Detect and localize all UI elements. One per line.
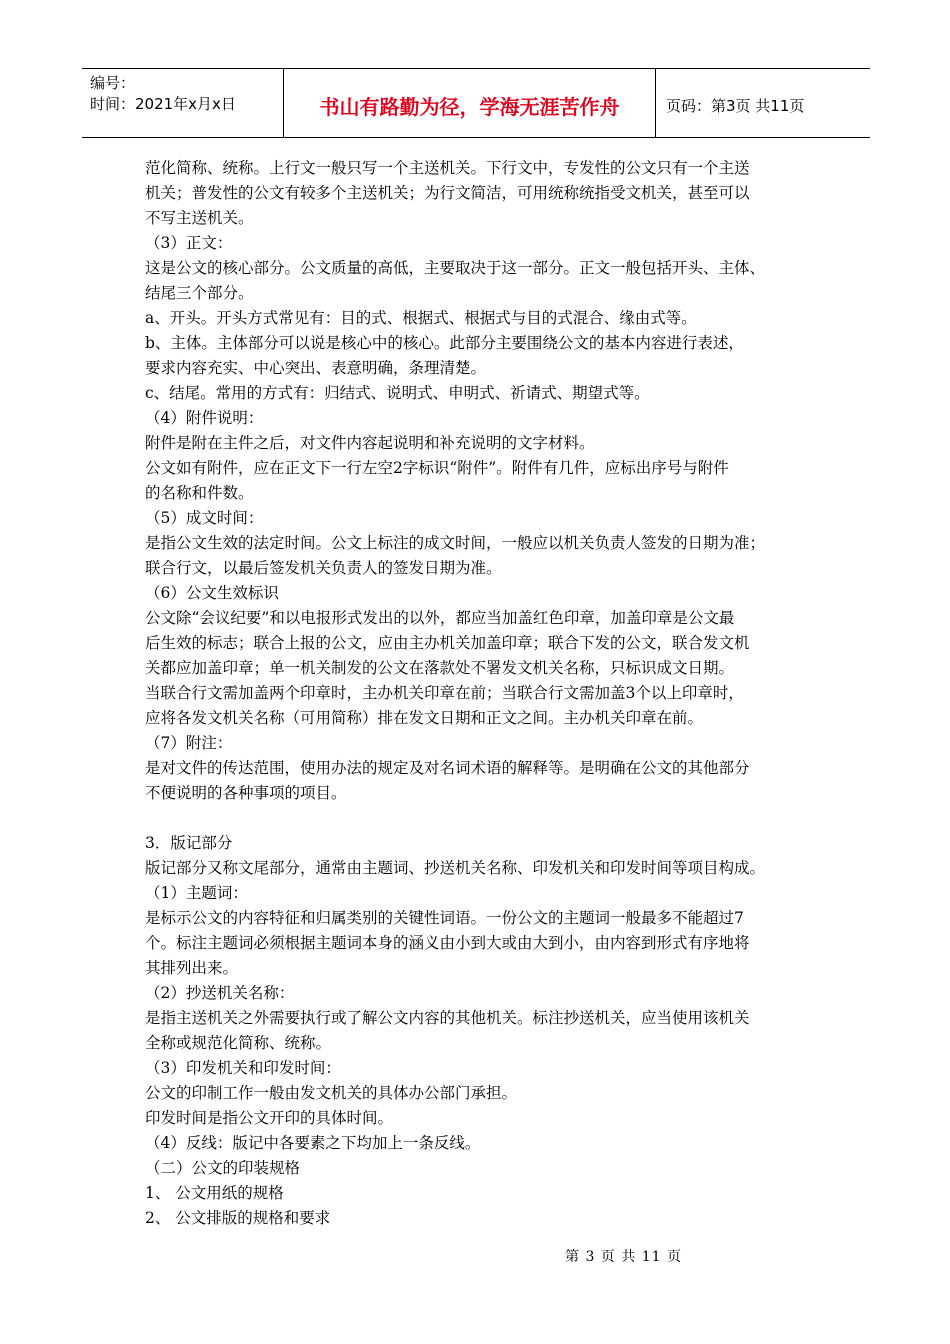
text-line: 不写主送机关。 [145,209,254,227]
text-line: （3）印发机关和印发时间： [145,1059,341,1077]
text-line: 个。标注主题词必须根据主题词本身的涵义由小到大或由大到小，由内容到形式有序地将 [145,934,750,952]
text-line: （二）公文的印装规格 [145,1159,301,1177]
text-line: 不便说明的各种事项的项目。 [145,784,347,802]
text-line: 的名称和件数。 [145,484,254,502]
text-line: 机关；普发性的公文有较多个主送机关；为行文简洁，可用统称统指受文机关，甚至可以 [145,184,750,202]
document-date-label: 时间：2021年x月x日 [90,95,236,113]
document-number-label: 编号： [90,74,136,92]
text-line: 是对文件的传达范围，使用办法的规定及对名词术语的解释等。是明确在公文的其他部分 [145,759,750,777]
page-footer: 第 3 页 共 11 页 [565,1249,682,1265]
text-line: 关都应加盖印章；单一机关制发的公文在落款处不署发文机关名称，只标识成文日期。 [145,659,735,677]
text-line: （1）主题词： [145,884,248,902]
document-body [145,156,825,1231]
text-line: c、结尾。常用的方式有：归结式、说明式、申明式、祈请式、期望式等。 [145,384,650,402]
text-line: （4）附件说明： [145,409,264,427]
text-line: 应将各发文机关名称（可用简称）排在发文日期和正文之间。主办机关印章在前。 [145,709,704,727]
text-line: 当联合行文需加盖两个印章时，主办机关印章在前；当联合行文需加盖3个以上印章时， [145,684,744,702]
blank-line [145,806,825,831]
text-line: 是指主送机关之外需要执行或了解公文内容的其他机关。标注抄送机关，应当使用该机关 [145,1009,750,1027]
text-line: 1、 公文用纸的规格 [145,1184,284,1202]
text-line: 是指公文生效的法定时间。公文上标注的成文时间，一般应以机关负责人签发的日期为准； [145,534,766,552]
text-line: 公文除“会议纪要”和以电报形式发出的以外，都应当加盖红色印章，加盖印章是公文最 [145,609,735,627]
text-line: 这是公文的核心部分。公文质量的高低，主要取决于这一部分。正文一般包括开头、主体、 [145,259,766,277]
text-line: 印发时间是指公文开印的具体时间。 [145,1109,394,1127]
text-line: 联合行文，以最后签发机关负责人的签发日期为准。 [145,559,502,577]
text-line: （3）正文： [145,234,233,252]
text-line: a、开头。开头方式常见有：目的式、根据式、根据式与目的式混合、缘由式等。 [145,309,697,327]
text-line: （4）反线：版记中各要素之下均加上一条反线。 [145,1134,481,1152]
text-line: 附件是附在主件之后，对文件内容起说明和补充说明的文字材料。 [145,434,595,452]
text-line: 要求内容充实、中心突出、表意明确，条理清楚。 [145,359,487,377]
page-header [82,68,870,138]
text-line: 是标示公文的内容特征和归属类别的关键性词语。一份公文的主题词一般最多不能超过7 [145,909,744,927]
text-line: （6）公文生效标识 [145,584,279,602]
text-line: （5）成文时间： [145,509,264,527]
text-line: 其排列出来。 [145,959,239,977]
text-line: 结尾三个部分。 [145,284,254,302]
text-line: 版记部分又称文尾部分，通常由主题词、抄送机关名称、印发机关和印发时间等项目构成。 [145,859,766,877]
text-line: 全称或规范化简称、统称。 [145,1034,332,1052]
text-line: （7）附注： [145,734,233,752]
text-line: b、主体。主体部分可以说是核心中的核心。此部分主要围绕公文的基本内容进行表述， [145,334,744,352]
text-line: 公文的印制工作一般由发文机关的具体办公部门承担。 [145,1084,518,1102]
text-line: 2、 公文排版的规格和要求 [145,1209,331,1227]
text-line: 3．版记部分 [145,834,233,852]
text-line: 公文如有附件，应在正文下一行左空2字标识“附件”。附件有几件，应标出序号与附件 [145,459,729,477]
text-line: （2）抄送机关名称： [145,984,295,1002]
header-page-number: 页码：第3页 共11页 [666,96,805,115]
header-meta [82,69,284,137]
text-line: 后生效的标志；联合上报的公文，应由主办机关加盖印章；联合下发的公文，联合发文机 [145,634,750,652]
header-motto: 书山有路勤为径，学海无涯苦作舟 [284,69,656,137]
text-line: 范化简称、统称。上行文一般只写一个主送机关。下行文中，专发性的公文只有一个主送 [145,159,750,177]
